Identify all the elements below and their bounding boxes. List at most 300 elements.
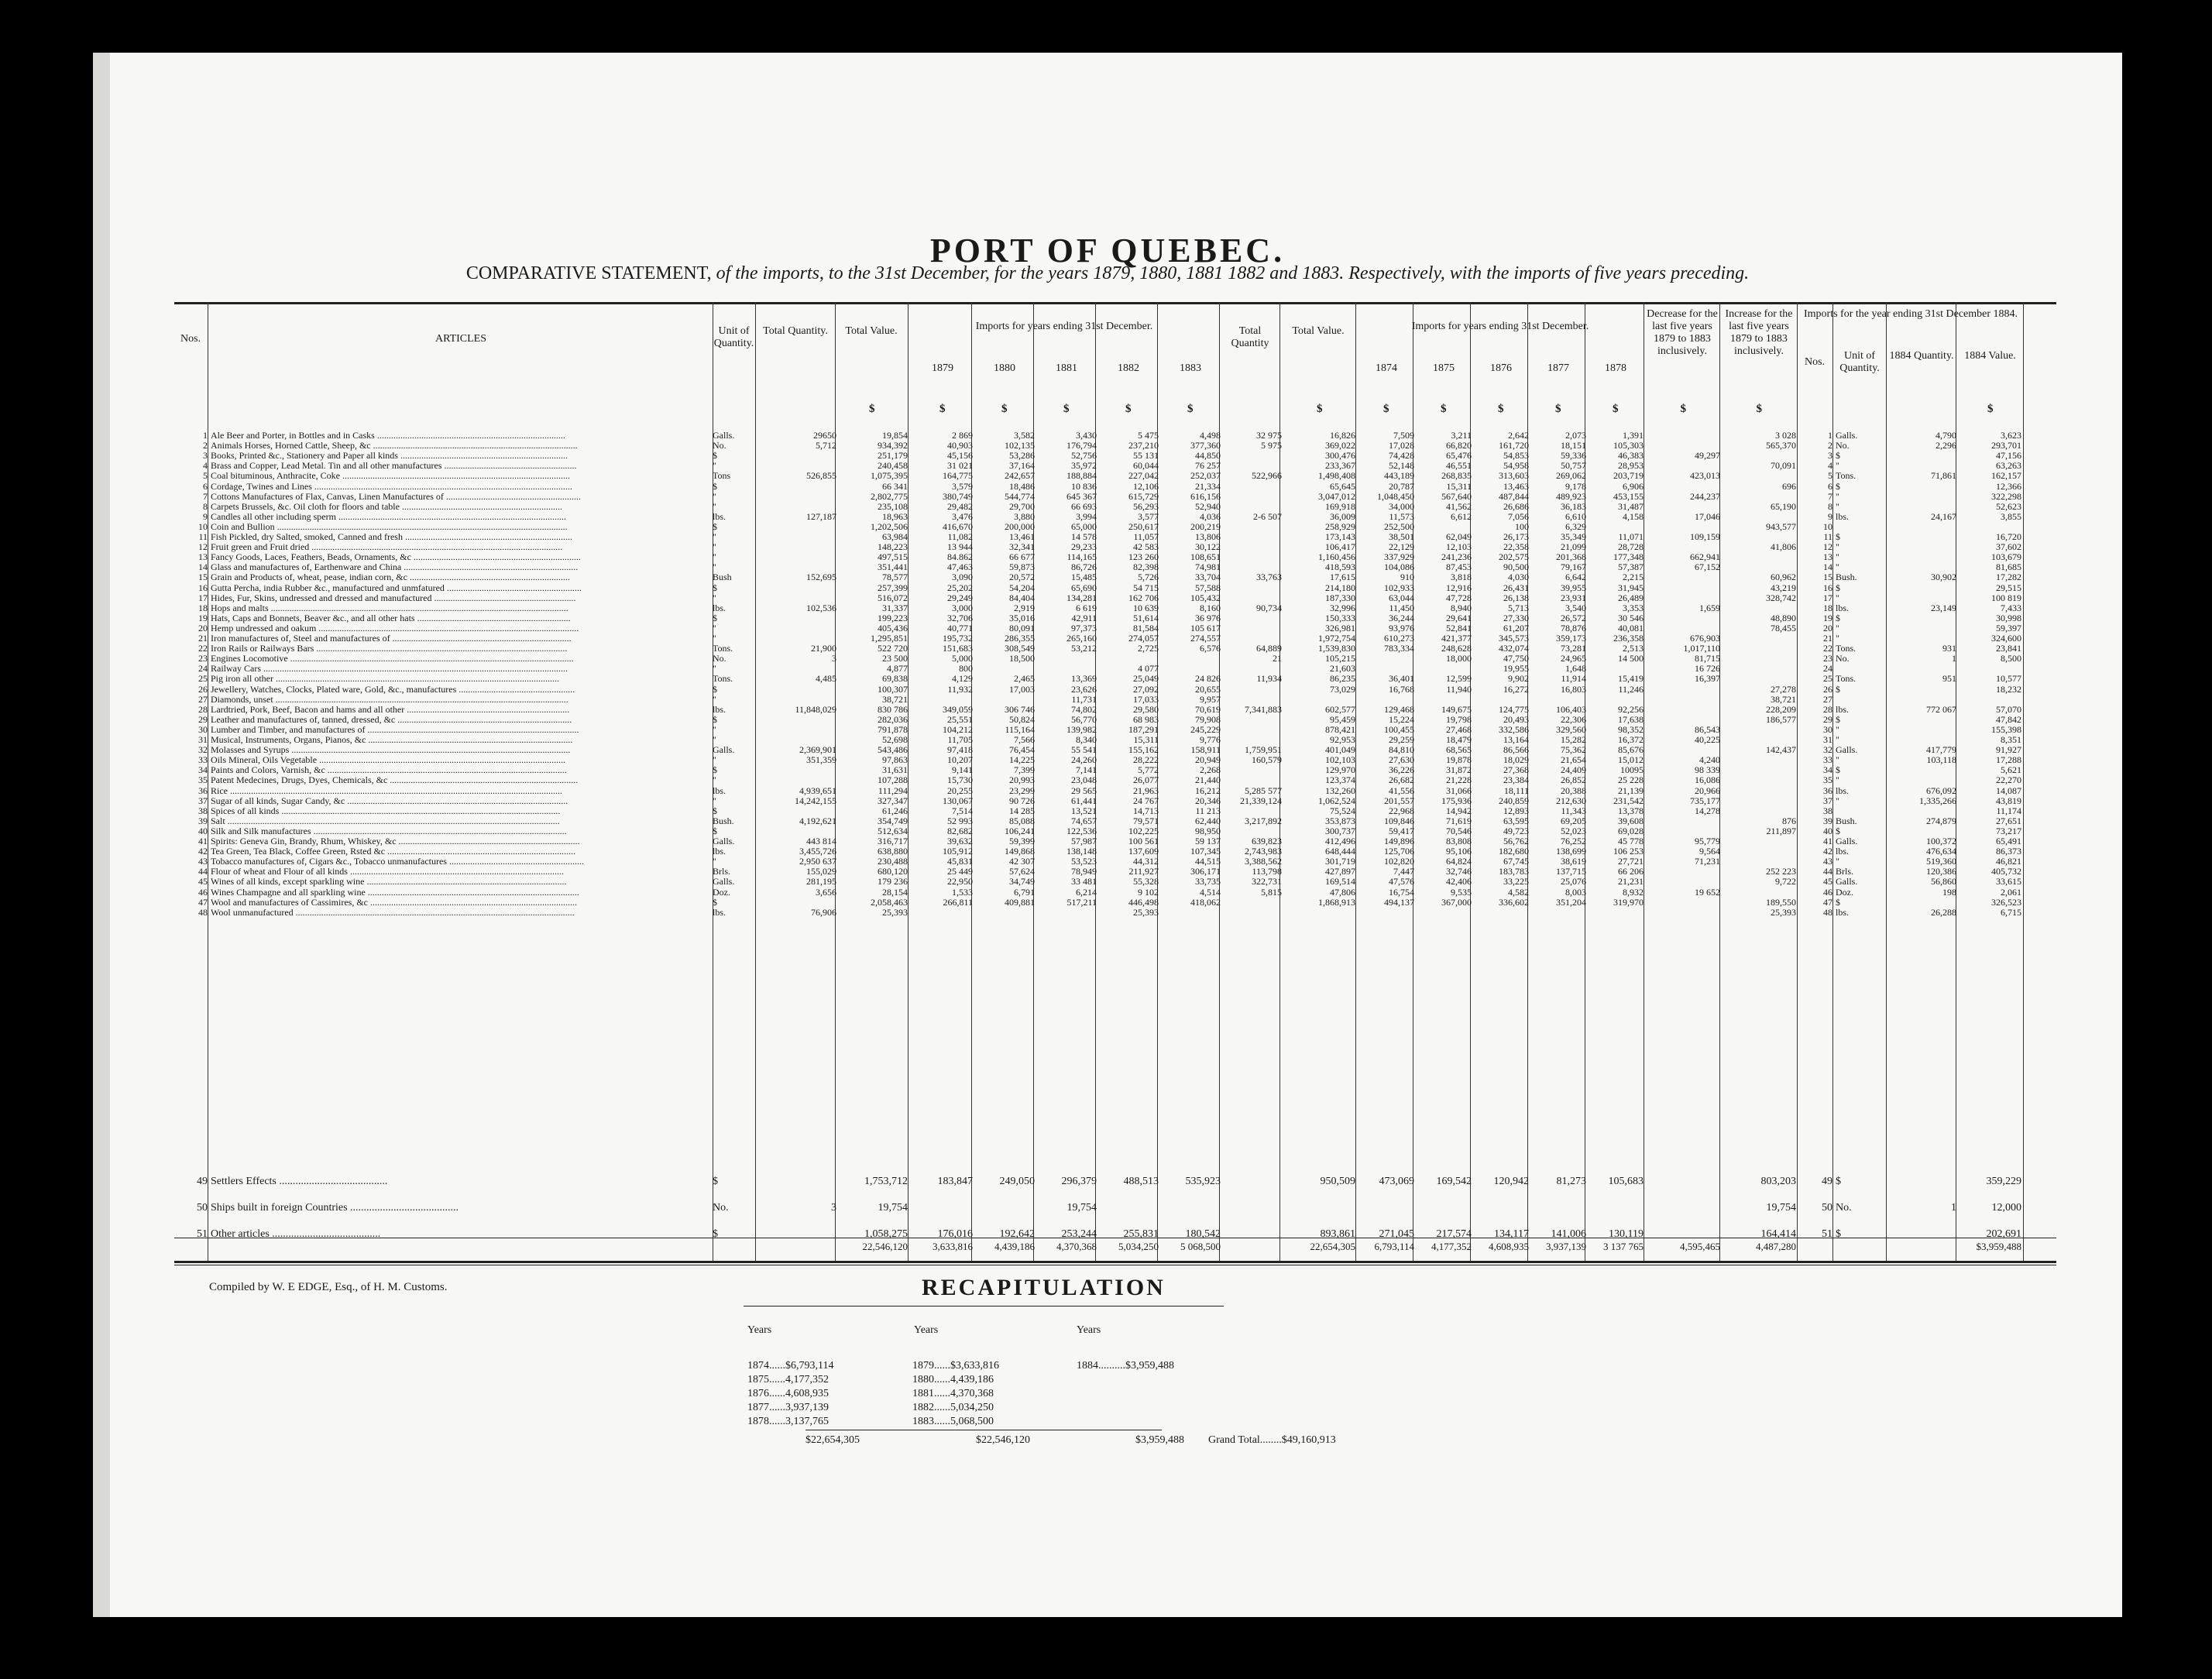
row-number-right: 23 [1823,653,1832,664]
value-1884: 30,998 [1996,612,2021,623]
year-value-2: 27,330 [1503,612,1529,623]
quantity-1884: 772 067 [1926,703,1956,715]
row-number: 11 [198,531,208,542]
year-value: 266,811 [943,896,973,908]
year-value: 3,579 [952,480,973,492]
year-value-2: 41,562 [1446,500,1472,512]
year-value-2: 16,754 [1389,886,1414,898]
total-value-2: 73,029 [1330,683,1355,695]
unit: No. [713,1202,729,1214]
year-value-2: 13,463 [1503,480,1529,492]
year-value-2: 67,745 [1503,856,1529,867]
year-value-2: 64,824 [1446,856,1472,867]
table-row [93,592,2029,603]
year-value: 42 583 [1133,541,1159,553]
unit-1884: $ [1836,582,1840,593]
unit-1884: No. [1836,653,1850,664]
year-value-2: 18,000 [1446,653,1472,664]
table-row [93,836,2029,846]
article-name: Grain and Products of, wheat, pease, indian corn, &c ..................................................................... [211,572,570,583]
year-total-2: 4,177,352 [1431,1241,1472,1252]
row-number-right: 2 [1828,440,1832,452]
article-name: Wool and manufactures of Cassimires, &c ......................................................................................... [211,896,577,908]
increase-value: 943,577 [1766,520,1796,532]
unit: $ [713,480,717,492]
increase-value: 25,393 [1771,906,1796,918]
year-value-2: 17,638 [1618,713,1644,725]
year-value-2: 28,728 [1618,541,1644,553]
unit-1884: " [1836,561,1839,573]
decrease-value: 244,237 [1690,490,1720,502]
table-row [93,815,2029,826]
year-value: 3,577 [1138,510,1159,522]
article-name: Tea Green, Tea Black, Coffee Green, Rsted &c ................................................................................. [211,846,576,857]
quantity-1884: 4,790 [1936,430,1956,441]
unit-1884: " [1836,795,1839,806]
value-1884: 324,600 [1991,633,2021,644]
year-value: 80,091 [1009,622,1035,633]
table-row [93,694,2029,704]
year-value: 176,016 [937,1228,973,1240]
decrease-value: 95,779 [1695,836,1720,846]
article-name: Ships built in foreign Countries ........................................ [211,1202,459,1214]
total-quantity: 4,192,621 [799,815,836,826]
year-value: 15,730 [947,774,973,786]
year-value: 105,912 [943,846,973,857]
row-number: 13 [198,551,208,563]
unit: Bush [713,572,732,583]
unit-1884: Galls. [1836,744,1858,756]
year-value: 29,700 [1009,500,1035,512]
quantity-1884: 476,634 [1926,846,1956,857]
decrease-value: 40,225 [1695,734,1720,745]
year-value: 10 836 [1071,480,1097,492]
year-value-2: 57,387 [1618,561,1644,573]
value-1884: 73,217 [1996,825,2021,836]
total-value: 23 500 [882,653,908,664]
year-value-2: 21,139 [1618,785,1644,796]
year-value-2: 27,368 [1503,764,1529,776]
unit: Galls. [713,430,735,441]
increase-value: 78,455 [1771,622,1796,633]
year-value-2: 27,630 [1389,754,1414,766]
value-1884: 17,282 [1996,572,2021,583]
total-value: 351,441 [878,561,908,573]
row-number: 1 [203,430,208,441]
year-value-2: 29,259 [1389,734,1414,745]
year-value: 188,884 [1066,470,1097,482]
unit: " [713,500,716,512]
year-value: 800 [959,663,973,675]
row-number-right: 14 [1823,561,1832,573]
year-value-2: 26,852 [1561,774,1586,786]
total-value-2: 1,160,456 [1318,551,1355,563]
total-value: 1,202,506 [871,520,908,532]
unit: No. [713,653,726,664]
total-quantity: 76,906 [811,906,836,918]
row-number: 46 [198,886,208,898]
year-value: 13,521 [1071,805,1097,816]
year-value-2: 183,783 [1499,866,1529,877]
year-value-2: 2,513 [1623,643,1644,654]
total-quantity-2: 322,731 [1252,876,1282,888]
row-number-right: 38 [1823,805,1832,816]
total-quantity-2: 33,763 [1256,572,1282,583]
year-value-2: 106 253 [1613,846,1644,857]
year-value: 14,225 [1009,754,1035,766]
year-value: 2,268 [1200,764,1221,776]
year-value: 517,211 [1066,896,1097,908]
total-quantity-2: 11,934 [1256,673,1282,685]
year-value: 138,148 [1066,846,1097,857]
value-1884: 57,070 [1996,703,2021,715]
quantity-1884: 56,860 [1931,876,1956,888]
year-value: 195,732 [943,633,973,644]
year-value: 68 983 [1133,713,1159,725]
article-name: Oils Mineral, Oils Vegetable .......................................................................................................... [211,754,566,766]
total-value-2: 17,615 [1330,572,1355,583]
year-value: 57,588 [1195,582,1221,593]
year-value-2: 63,044 [1389,592,1414,603]
unit-1884: No. [1836,1202,1852,1214]
row-number: 49 [197,1176,208,1187]
row-number-right: 37 [1823,795,1832,806]
row-number-right: 25 [1823,673,1832,685]
year-value: 13,461 [1009,531,1035,542]
year-value-2: 21,228 [1446,774,1472,786]
decrease-value: 19 652 [1695,886,1720,898]
column-header-total-quantity: Total Quantity. [763,325,828,337]
year-value: 11,932 [947,683,973,695]
year-value: 134,281 [1066,592,1097,603]
total-value: 257,399 [878,582,908,593]
unit: lbs. [713,906,726,918]
increase-value: 65,190 [1771,500,1796,512]
unit-1884: " [1836,774,1839,786]
unit: lbs. [713,602,726,613]
table-row [93,1176,2029,1186]
increase-value: 27,278 [1771,683,1796,695]
article-name: Spirits: Geneva Gin, Brandy, Rhum, Whiskey, &c .............................................................................. [211,836,580,846]
year-value-2: 487,844 [1499,490,1529,502]
year-value-2: 11,246 [1618,683,1644,695]
year-value: 59,873 [1009,561,1035,573]
year-value: 42 307 [1009,856,1035,867]
quantity-1884: 2,296 [1936,440,1956,452]
year-value: 250,617 [1128,520,1159,532]
total-value-2: 401,049 [1325,744,1355,756]
year-value-2: 39,608 [1618,815,1644,826]
table-row [93,826,2029,836]
column-header-decrease: Decrease for the last five years 1879 to 1883 inclusively. [1647,308,1718,357]
year-value: 416,670 [943,520,973,532]
year-value-2: 30 546 [1618,612,1644,623]
year-value-2: 567,640 [1441,490,1472,502]
year-value-2: 98,352 [1618,723,1644,735]
unit: $ [713,764,717,776]
table-row [93,744,2029,754]
year-value: 183,847 [937,1176,973,1187]
total-value: 251,179 [878,450,908,462]
year-value-2: 12,893 [1503,805,1529,816]
year-value: 20,655 [1195,683,1221,695]
row-number-right: 27 [1823,693,1832,705]
year-value: 5 475 [1138,430,1159,441]
year-value: 42,911 [1071,612,1097,623]
table-row [93,663,2029,673]
year-value-2: 16,768 [1389,683,1414,695]
year-total: 5,034,250 [1118,1241,1159,1252]
total-quantity-2: 3,388,562 [1245,856,1282,867]
article-name: Coin and Bullion ............................................................................................................................. [211,520,568,532]
year-value: 10,207 [947,754,973,766]
total-value: 497,515 [878,551,908,563]
table-row [93,785,2029,795]
year-value: 616,156 [1190,490,1221,502]
decrease-value: 662,941 [1690,551,1720,563]
table-row [93,582,2029,592]
year-value: 53,523 [1071,856,1097,867]
row-number-right: 31 [1823,734,1832,745]
year-value-2: 73,281 [1561,643,1586,654]
year-value: 1,533 [952,886,973,898]
year-value: 97,418 [947,744,973,756]
year-value: 544,774 [1005,490,1035,502]
compiled-by: Compiled by W. E EDGE, Esq., of H. M. Customs. [209,1281,448,1293]
column-group-imports-1874-1878: Imports for years ending 31st December. [1411,321,1589,332]
recap-years-label: Years [747,1324,772,1336]
year-value-2: 66,820 [1446,440,1472,452]
unit-1884: Galls. [1836,876,1858,888]
decrease-value: 81,715 [1695,653,1720,664]
decrease-value: 4,240 [1699,754,1720,766]
year-value: 11 213 [1195,805,1221,816]
year-value: 4,514 [1200,886,1221,898]
row-number-right: 22 [1823,643,1832,654]
year-value-2: 6,642 [1565,572,1586,583]
year-value: 25,202 [947,582,973,593]
year-value: 306 746 [1005,703,1035,715]
year-value: 265,160 [1066,633,1097,644]
unit-1884: Tons. [1836,673,1856,685]
year-value-2: 489,923 [1556,490,1586,502]
total-quantity: 21,900 [811,643,836,654]
year-value-2: 59,336 [1561,450,1586,462]
row-number-right: 49 [1822,1176,1832,1187]
year-value: 2,465 [1014,673,1035,685]
column-header-year-1883: 1883 [1180,362,1201,374]
row-number-right: 21 [1823,633,1832,644]
increase-value: 252 223 [1766,866,1796,877]
unit-1884: lbs. [1836,846,1850,857]
year-value-2: 9,902 [1508,673,1529,685]
year-value-2: 49,723 [1503,825,1529,836]
year-value: 33,704 [1195,572,1221,583]
year-value-2: 39,955 [1561,582,1586,593]
increase-value: 38,721 [1771,693,1796,705]
year-value-2: 268,835 [1441,470,1472,482]
year-value-2: 11,450 [1389,602,1414,613]
year-value-2: 7,447 [1393,866,1414,877]
unit: Galls. [713,876,735,888]
year-value-2: 109,846 [1384,815,1414,826]
year-value-2: 52,023 [1561,825,1586,836]
total-value: 52,698 [882,734,908,745]
total-quantity: 3,455,726 [799,846,836,857]
recap-entry: 1883......5,068,500 [912,1416,994,1427]
total-value-2: 893,861 [1320,1228,1355,1240]
total-quantity: 443 814 [806,836,836,846]
total-value-2: 233,367 [1325,460,1355,472]
year-value: 20,993 [1009,774,1035,786]
article-name: Ale Beer and Porter, in Bottles and in Casks ................................................................................. [211,430,565,441]
article-name: Molasses and Syrups ........................................................................................................................ [211,744,571,756]
year-value: 39,632 [947,836,973,846]
decrease-value: 17,046 [1695,510,1720,522]
row-number-right: 41 [1823,836,1832,846]
row-number-right: 39 [1823,815,1832,826]
decrease-value: 735,177 [1690,795,1720,806]
year-value-2: 8,940 [1451,602,1472,613]
increase-value: 696 [1782,480,1796,492]
year-value: 45,831 [947,856,973,867]
unit-1884: $ [1836,531,1840,542]
year-value-2: 29,641 [1446,612,1472,623]
year-value: 47,463 [947,561,973,573]
table-row [93,897,2029,907]
unit-1884: " [1836,856,1839,867]
total-value-2: 123,374 [1325,774,1355,786]
year-value: 7,141 [1076,764,1097,776]
year-value-2: 134,117 [1494,1228,1529,1240]
year-value: 28,222 [1133,754,1159,766]
row-number: 19 [198,612,208,623]
total-value: 240,458 [878,460,908,472]
year-value-2: 31,487 [1618,500,1644,512]
year-value-2: 20,388 [1561,785,1586,796]
unit-1884: $ [1836,1176,1841,1187]
recap-entry: 1874......$6,793,114 [747,1360,834,1372]
year-value-2: 5,713 [1508,602,1529,613]
year-value-2: 85,676 [1618,744,1644,756]
row-number-right: 26 [1823,683,1832,695]
year-value: 29,233 [1071,541,1097,553]
value-1884: 12,000 [1991,1202,2021,1214]
column-header-year-1874: 1874 [1376,362,1397,374]
value-1884: 10,577 [1996,673,2021,685]
value-1884: 3,623 [2001,430,2021,441]
year-value-2: 26,572 [1561,612,1586,623]
value-1884: 43,819 [1996,795,2021,806]
year-value-2: 910 [1400,572,1414,583]
year-value: 40,903 [947,440,973,452]
year-value-2: 45 778 [1618,836,1644,846]
year-value-2: 21,231 [1618,876,1644,888]
total-value: 1,295,851 [871,633,908,644]
year-value-2: 102,820 [1384,856,1414,867]
year-value-2: 50,757 [1561,460,1586,472]
year-value: 65,690 [1071,582,1097,593]
quantity-1884: 274,879 [1926,815,1956,826]
year-value-2: 83,808 [1446,836,1472,846]
year-value-2: 33,225 [1503,876,1529,888]
year-value-2: 100,455 [1384,723,1414,735]
article-name: Wines Champagne and all sparkling wine ........................................................................................... [211,886,579,898]
year-value-2: 63,595 [1503,815,1529,826]
year-value: 418,062 [1190,896,1221,908]
article-name: Fruit green and Fruit dried ............................................................................................................ [211,541,563,553]
year-value-2: 14 500 [1618,653,1644,664]
unit: Galls. [713,744,735,756]
year-value-2: 27,721 [1618,856,1644,867]
year-value: 14,713 [1133,805,1159,816]
total-value: 199,223 [878,612,908,623]
year-value: 104,212 [943,723,973,735]
year-value: 3,582 [1014,430,1035,441]
year-value: 24 767 [1133,795,1159,806]
total-value: 512,634 [878,825,908,836]
year-value-2: 3,540 [1565,602,1586,613]
value-1884: 29,515 [1996,582,2021,593]
year-value-2: 31,872 [1446,764,1472,776]
year-value-2: 34,000 [1389,500,1414,512]
decrease-value: 14,278 [1695,805,1720,816]
year-value: 102,225 [1128,825,1159,836]
total-value: 31,631 [882,764,908,776]
value-1884: 326,523 [1991,896,2021,908]
unit: Tons [713,470,731,482]
quantity-1884: 103,118 [1926,754,1956,766]
total-value: 235,108 [878,500,908,512]
unit: $ [713,520,717,532]
year-value-2: 28,953 [1618,460,1644,472]
year-value-2: 12,103 [1446,541,1472,553]
year-value-2: 26,686 [1503,500,1529,512]
year-value-2: 92,256 [1618,703,1644,715]
year-value: 35,972 [1071,460,1097,472]
article-name: Animals Horses, Horned Cattle, Sheep, &c ........................................................................................ [211,440,578,452]
year-value: 253,244 [1061,1228,1097,1240]
year-value-2: 15,012 [1618,754,1644,766]
article-name: Glass and manufactures of, Earthenware and China ........................................................................... [211,561,579,573]
year-value-2: 22,129 [1389,541,1414,553]
row-number-right: 18 [1823,602,1832,613]
value-1884: 3,855 [2001,510,2021,522]
year-total: 5 068,500 [1180,1241,1221,1252]
year-value-2: 12,599 [1446,673,1472,685]
year-value: 44,312 [1133,856,1159,867]
recap-title: RECAPITULATION [922,1275,1166,1300]
year-value: 32,706 [947,612,973,623]
column-header-nos-right: Nos. [1804,356,1826,368]
year-value: 242,657 [1005,470,1035,482]
value-1884: 2,061 [2001,886,2021,898]
dollar-sign: $ [869,403,875,415]
year-value-2: 21,099 [1561,541,1586,553]
year-value: 90 726 [1009,795,1035,806]
year-value: 155,162 [1128,744,1159,756]
unit-1884: " [1836,551,1839,563]
year-value-2: 23,384 [1503,774,1529,786]
year-value: 13 944 [947,541,973,553]
total-quantity: 4,485 [816,673,836,685]
total-value-2: 21,603 [1330,663,1355,675]
year-value: 74,981 [1195,561,1221,573]
year-value: 76,454 [1009,744,1035,756]
row-number: 32 [198,744,208,756]
total-value-2: 301,719 [1325,856,1355,867]
year-value-2: 129,468 [1384,703,1414,715]
